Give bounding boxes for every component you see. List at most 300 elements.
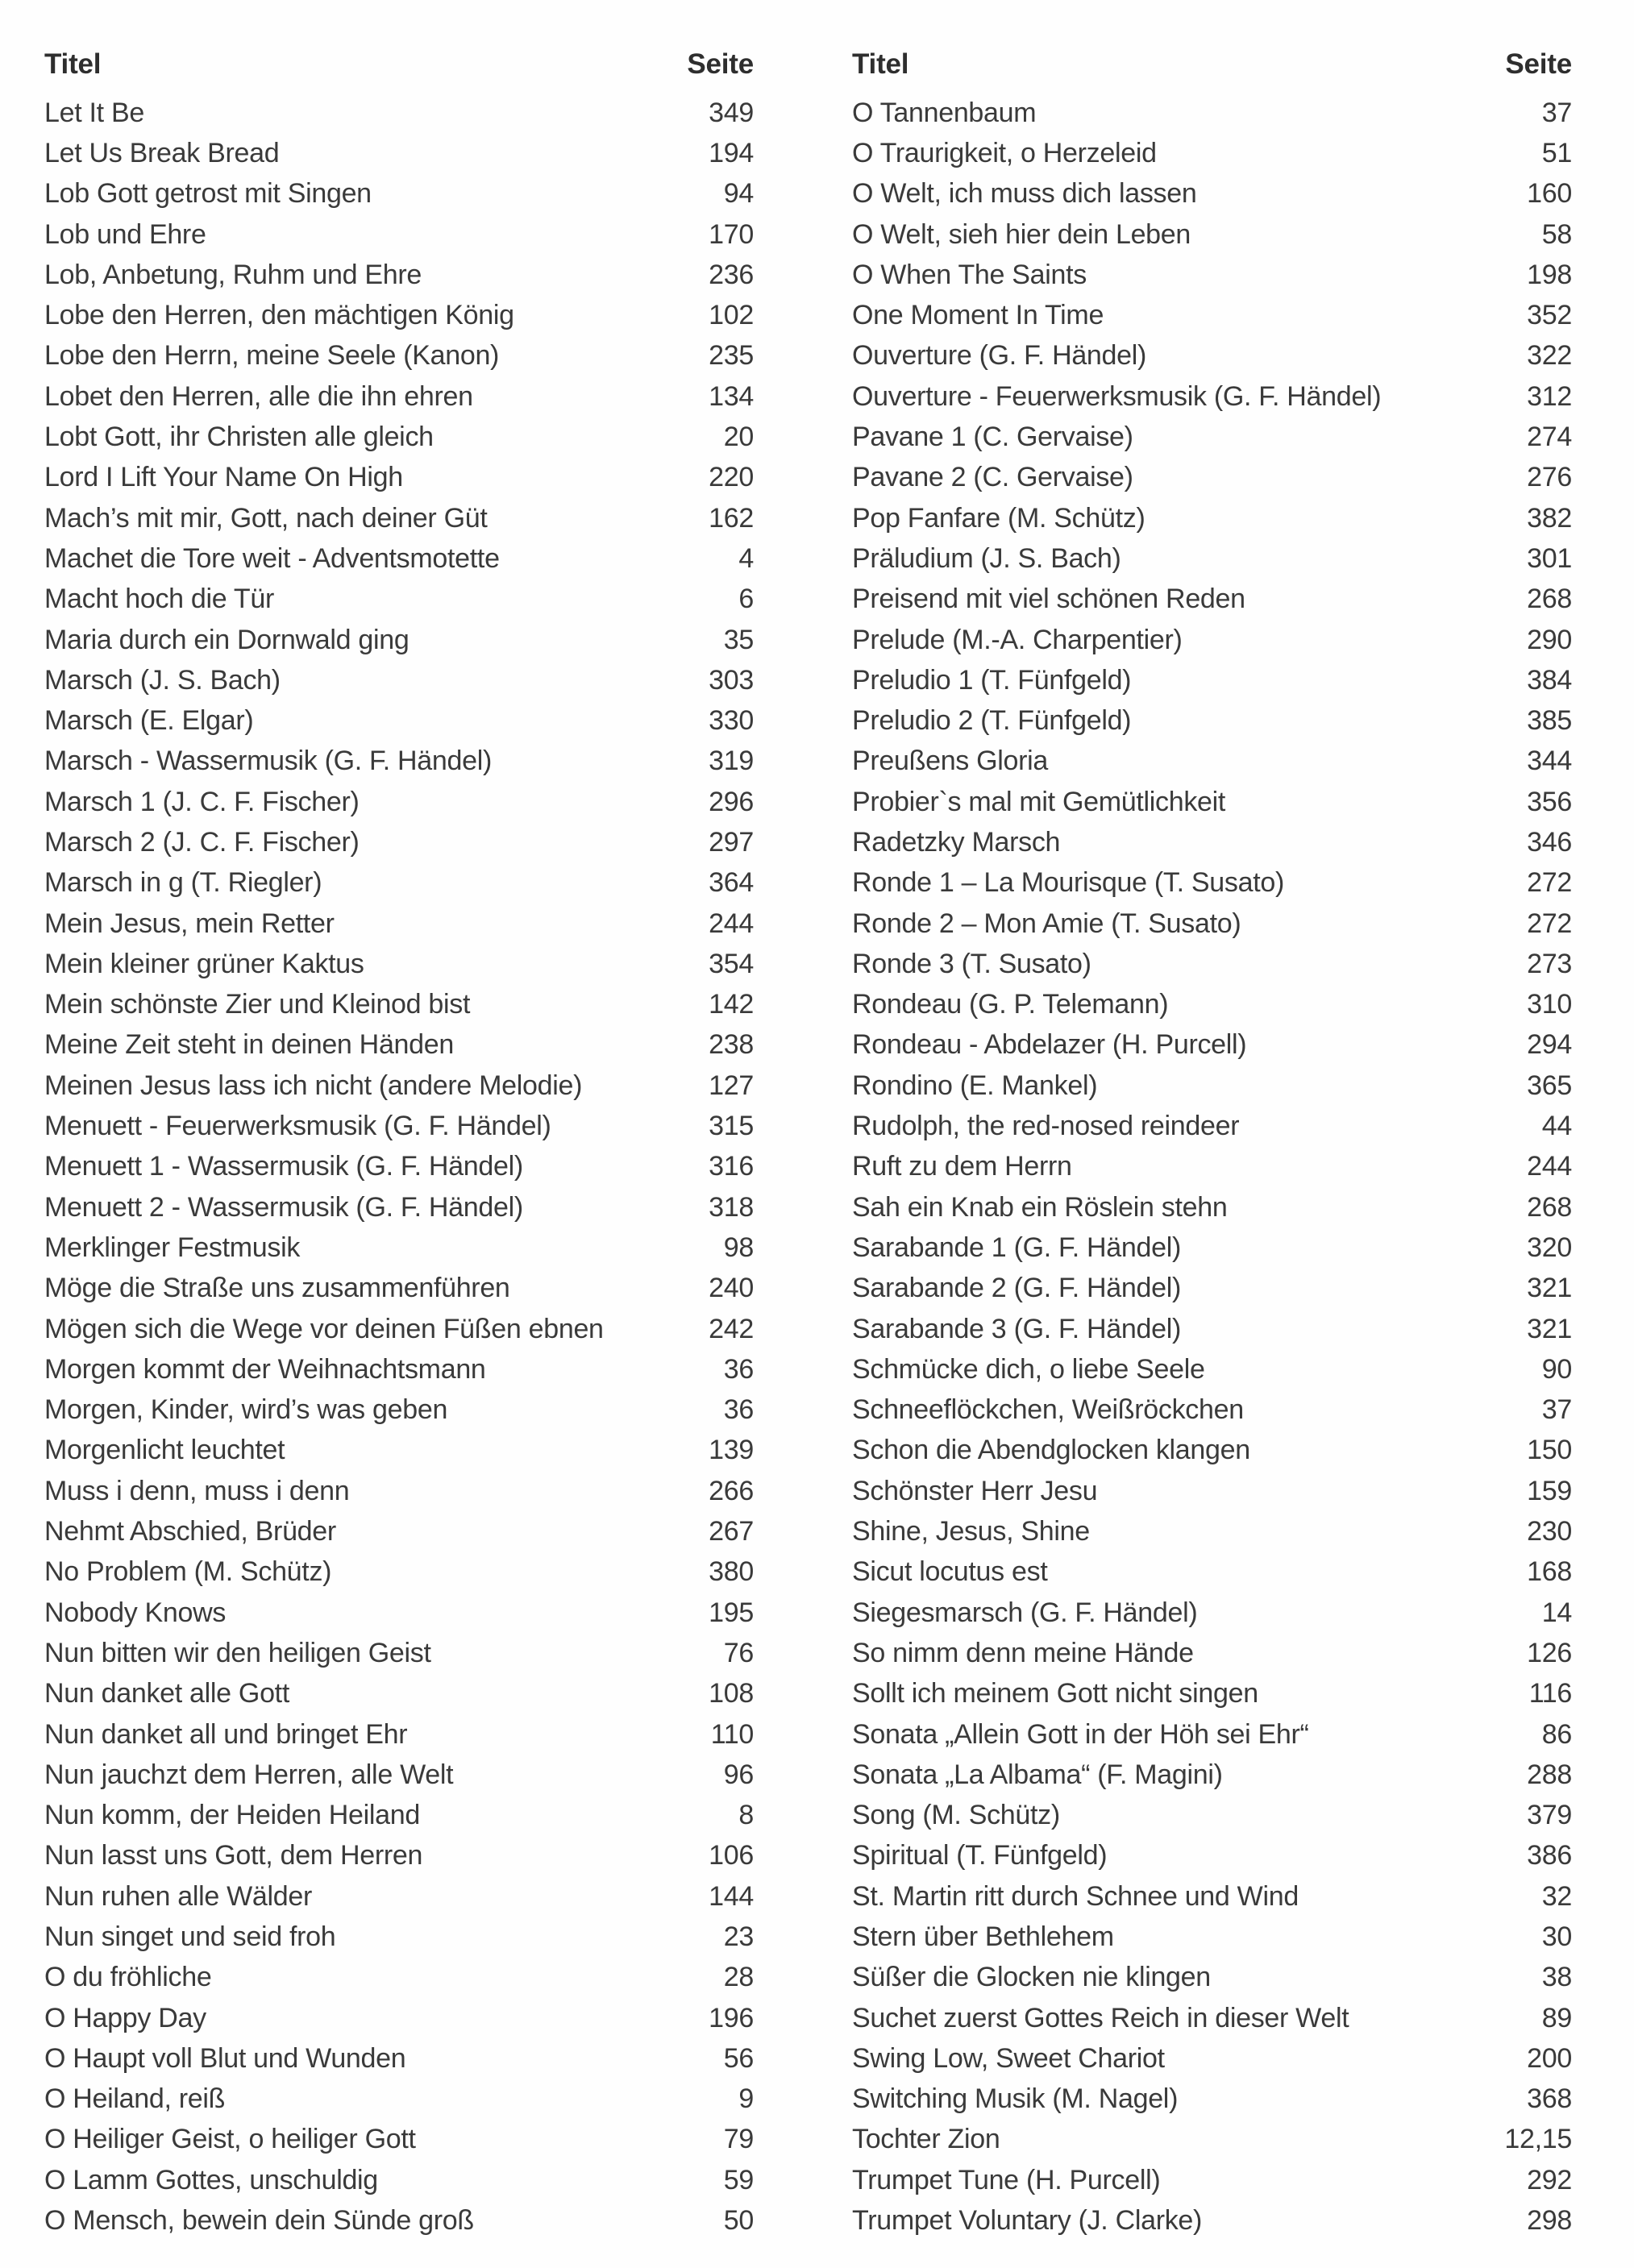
toc-page-number: 276	[1527, 462, 1572, 493]
toc-page-number: 354	[709, 948, 754, 979]
toc-row	[852, 174, 1572, 214]
toc-row	[852, 538, 1572, 579]
toc-title: Trumpet Voluntary (J. Clarke)	[852, 2205, 1203, 2237]
toc-page-number: 268	[1527, 584, 1572, 615]
toc-title: Mach’s mit mir, Gott, nach deiner Güt	[44, 502, 488, 534]
toc-page-number: 168	[1527, 1556, 1572, 1588]
toc-page-number: 386	[1527, 1840, 1572, 1871]
toc-title: Let It Be	[44, 97, 144, 128]
toc-row	[852, 1511, 1572, 1551]
toc-row	[44, 1674, 754, 1714]
toc-row	[44, 255, 754, 295]
toc-title: Nun bitten wir den heiligen Geist	[44, 1637, 431, 1668]
toc-page-number: 322	[1527, 340, 1572, 372]
toc-row	[852, 133, 1572, 173]
toc-page-number: 266	[709, 1475, 754, 1506]
toc-row	[44, 822, 754, 862]
toc-page-number: 312	[1527, 380, 1572, 412]
toc-page-number: 294	[1527, 1029, 1572, 1061]
toc-page-number: 160	[1527, 178, 1572, 210]
toc-row	[852, 1593, 1572, 1633]
toc-row	[44, 538, 754, 579]
toc-title: Sarabande 3 (G. F. Händel)	[852, 1313, 1181, 1344]
toc-row	[852, 336, 1572, 376]
toc-page-number: 321	[1527, 1273, 1572, 1304]
toc-page-number: 30	[1541, 1921, 1572, 1952]
toc-page-number: 244	[709, 908, 754, 939]
toc-title: Preußens Gloria	[852, 746, 1049, 777]
toc-title: O Welt, ich muss dich lassen	[852, 178, 1197, 210]
toc-row	[852, 1106, 1572, 1146]
toc-page-number: 76	[723, 1637, 754, 1668]
toc-title: Lob und Ehre	[44, 218, 206, 250]
toc-row	[44, 498, 754, 538]
toc-title: Song (M. Schütz)	[852, 1800, 1060, 1831]
toc-page-number: 110	[710, 1718, 754, 1750]
toc-title: Nun singet und seid froh	[44, 1921, 336, 1952]
toc-page-number: 36	[723, 1394, 754, 1426]
toc-page-number: 159	[1527, 1475, 1572, 1506]
toc-title: Rudolph, the red-nosed reindeer	[852, 1111, 1240, 1142]
toc-row	[852, 2200, 1572, 2241]
toc-page-number: 28	[723, 1962, 754, 1993]
toc-title: Morgen, Kinder, wird’s was geben	[44, 1394, 448, 1426]
toc-title: Pop Fanfare (M. Schütz)	[852, 502, 1145, 534]
toc-title: Ruft zu dem Herrn	[852, 1151, 1072, 1182]
toc-title: Pavane 1 (C. Gervaise)	[852, 422, 1133, 453]
toc-row	[44, 700, 754, 741]
toc-row	[44, 1106, 754, 1146]
toc-page-number: 315	[709, 1111, 754, 1142]
toc-title: O Heiliger Geist, o heiliger Gott	[44, 2124, 416, 2155]
toc-row	[44, 782, 754, 822]
toc-row	[852, 1876, 1572, 1917]
toc-row	[852, 295, 1572, 335]
toc-title: Nun lasst uns Gott, dem Herren	[44, 1840, 423, 1871]
toc-page-number: 8	[738, 1800, 754, 1831]
toc-title: Möge die Straße uns zusammenführen	[44, 1273, 510, 1304]
toc-row	[44, 1390, 754, 1431]
toc-title: Süßer die Glocken nie klingen	[852, 1962, 1211, 1993]
toc-page-number: 382	[1527, 502, 1572, 534]
toc-page-number: 349	[709, 97, 754, 128]
toc-title: Sonata „Allein Gott in der Höh sei Ehr“	[852, 1718, 1309, 1750]
toc-title: Lobe den Herren, den mächtigen König	[44, 300, 514, 331]
toc-title: Morgen kommt der Weihnachtsmann	[44, 1353, 486, 1385]
toc-row	[852, 1471, 1572, 1511]
toc-row	[44, 2160, 754, 2200]
toc-page-number: 272	[1527, 867, 1572, 899]
toc-page-number: 273	[1527, 948, 1572, 979]
toc-page-number: 58	[1541, 218, 1572, 250]
toc-page-number: 346	[1527, 826, 1572, 858]
toc-row	[852, 822, 1572, 862]
toc-row	[852, 1065, 1572, 1106]
toc-page-number: 301	[1527, 542, 1572, 574]
toc-row	[44, 2079, 754, 2120]
toc-title: Ouverture (G. F. Händel)	[852, 340, 1147, 372]
toc-row	[852, 1633, 1572, 1673]
toc-page-number: 20	[723, 422, 754, 453]
toc-title: Siegesmarsch (G. F. Händel)	[852, 1597, 1198, 1628]
toc-page-number: 352	[1527, 300, 1572, 331]
toc-page-number: 330	[709, 705, 754, 737]
toc-page-number: 142	[709, 989, 754, 1020]
toc-title: Meinen Jesus lass ich nicht (andere Melodie)	[44, 1070, 583, 1101]
toc-title: O Mensch, bewein dein Sünde groß	[44, 2205, 474, 2237]
toc-page-number: 108	[709, 1678, 754, 1709]
toc-page-number: 6	[738, 584, 754, 615]
toc-row	[852, 1187, 1572, 1227]
toc-row	[44, 1227, 754, 1268]
toc-page-number: 380	[709, 1556, 754, 1588]
toc-row	[44, 1836, 754, 1876]
toc-title: O Lamm Gottes, unschuldig	[44, 2164, 378, 2195]
toc-row	[44, 1633, 754, 1673]
toc-row	[44, 295, 754, 335]
toc-title: O Heiland, reiß	[44, 2083, 226, 2115]
toc-row	[44, 863, 754, 903]
toc-page-number: 89	[1541, 2002, 1572, 2033]
toc-title: Preludio 2 (T. Fünfgeld)	[852, 705, 1132, 737]
toc-row	[44, 1471, 754, 1511]
toc-title: Rondeau - Abdelazer (H. Purcell)	[852, 1029, 1247, 1061]
toc-page-number: 23	[723, 1921, 754, 1952]
toc-title: Merklinger Festmusik	[44, 1232, 301, 1263]
toc-row	[852, 1349, 1572, 1389]
toc-title: Tochter Zion	[852, 2124, 1000, 2155]
toc-page-number: 144	[709, 1880, 754, 1912]
toc-page-number: 235	[709, 340, 754, 372]
toc-row	[852, 579, 1572, 620]
toc-page-number: 139	[709, 1435, 754, 1466]
toc-page-number: 368	[1527, 2083, 1572, 2115]
toc-row	[852, 620, 1572, 660]
toc-page-number: 379	[1527, 1800, 1572, 1831]
header-seite-label: Seite	[687, 48, 754, 80]
toc-title: Lord I Lift Your Name On High	[44, 462, 403, 493]
toc-page-number: 36	[723, 1353, 754, 1385]
toc-page-number: 59	[723, 2164, 754, 2195]
toc-title: Ronde 2 – Mon Amie (T. Susato)	[852, 908, 1241, 939]
toc-page-number: 272	[1527, 908, 1572, 939]
toc-page-number: 38	[1541, 1962, 1572, 1993]
toc-page-number: 220	[709, 462, 754, 493]
toc-row	[852, 2079, 1572, 2120]
toc-page-number: 364	[709, 867, 754, 899]
toc-page-number: 290	[1527, 624, 1572, 655]
toc-page-number: 297	[709, 826, 754, 858]
toc-row	[44, 2038, 754, 2079]
toc-title: Sarabande 1 (G. F. Händel)	[852, 1232, 1181, 1263]
toc-page-number: 365	[1527, 1070, 1572, 1101]
toc-row	[44, 2120, 754, 2160]
toc-row	[44, 417, 754, 457]
toc-title: Ronde 1 – La Mourisque (T. Susato)	[852, 867, 1284, 899]
toc-page-number: 288	[1527, 1759, 1572, 1790]
column-header	[44, 42, 754, 87]
toc-title: Schmücke dich, o liebe Seele	[852, 1353, 1205, 1385]
toc-row	[852, 417, 1572, 457]
toc-title: Trumpet Tune (H. Purcell)	[852, 2164, 1161, 2195]
toc-page-number: 268	[1527, 1191, 1572, 1223]
toc-row	[44, 741, 754, 782]
toc-row	[44, 214, 754, 255]
toc-page-number: 12,15	[1504, 2124, 1572, 2155]
toc-page-number: 303	[709, 664, 754, 696]
toc-row	[44, 458, 754, 498]
toc-title: Nun ruhen alle Wälder	[44, 1880, 312, 1912]
toc-row	[852, 1025, 1572, 1065]
toc-row	[44, 1998, 754, 2038]
toc-page-number: 274	[1527, 422, 1572, 453]
toc-title: Nobody Knows	[44, 1597, 227, 1628]
toc-row	[44, 1309, 754, 1349]
toc-title: Preludio 1 (T. Fünfgeld)	[852, 664, 1132, 696]
toc-title: Sicut locutus est	[852, 1556, 1048, 1588]
toc-title: Präludium (J. S. Bach)	[852, 542, 1121, 574]
toc-title: Nun jauchzt dem Herren, alle Welt	[44, 1759, 454, 1790]
toc-page-number: 102	[709, 300, 754, 331]
toc-title: So nimm denn meine Hände	[852, 1637, 1194, 1668]
toc-row	[44, 660, 754, 700]
toc-row	[852, 1795, 1572, 1835]
toc-title: Switching Musik (M. Nagel)	[852, 2083, 1179, 2115]
toc-page-number: 150	[1527, 1435, 1572, 1466]
toc-title: Nehmt Abschied, Brüder	[44, 1516, 336, 1547]
toc-row	[852, 1836, 1572, 1876]
toc-title: Morgenlicht leuchtet	[44, 1435, 285, 1466]
toc-row	[44, 620, 754, 660]
toc-title: Marsch - Wassermusik (G. F. Händel)	[44, 746, 492, 777]
toc-row	[852, 1309, 1572, 1349]
toc-row	[852, 985, 1572, 1025]
toc-row	[852, 660, 1572, 700]
toc-column-left	[44, 42, 754, 2241]
toc-title: O Haupt voll Blut und Wunden	[44, 2042, 406, 2074]
toc-page-number: 9	[738, 2083, 754, 2115]
toc-page-number: 134	[709, 380, 754, 412]
toc-title: O Happy Day	[44, 2002, 206, 2033]
header-titel-label: Titel	[44, 48, 102, 80]
toc-title: Let Us Break Bread	[44, 137, 280, 168]
toc-title: Schon die Abendglocken klangen	[852, 1435, 1250, 1466]
toc-title: Sonata „La Albama“ (F. Magini)	[852, 1759, 1223, 1790]
toc-row	[44, 1065, 754, 1106]
toc-row	[44, 2200, 754, 2241]
toc-page-number: 296	[709, 786, 754, 817]
toc-page-number: 316	[709, 1151, 754, 1182]
toc-row	[852, 741, 1572, 782]
toc-row	[852, 1227, 1572, 1268]
toc-page-number: 385	[1527, 705, 1572, 737]
toc-page-number: 196	[709, 2002, 754, 2033]
toc-title: Menuett 1 - Wassermusik (G. F. Händel)	[44, 1151, 523, 1182]
toc-page-number: 32	[1541, 1880, 1572, 1912]
toc-page-number: 318	[709, 1191, 754, 1223]
toc-row	[852, 2160, 1572, 2200]
toc-row	[44, 1755, 754, 1795]
toc-title: Mein kleiner grüner Kaktus	[44, 948, 364, 979]
toc-page-number: 298	[1527, 2205, 1572, 2237]
toc-page-number: 170	[709, 218, 754, 250]
toc-row	[852, 1755, 1572, 1795]
toc-page-number: 198	[1527, 259, 1572, 290]
toc-title: Probier`s mal mit Gemütlichkeit	[852, 786, 1226, 817]
toc-page-number: 106	[709, 1840, 754, 1871]
toc-page-number: 126	[1527, 1637, 1572, 1668]
toc-title: Marsch 1 (J. C. F. Fischer)	[44, 786, 360, 817]
toc-row	[44, 133, 754, 173]
toc-row	[44, 1431, 754, 1471]
toc-title: Marsch 2 (J. C. F. Fischer)	[44, 826, 360, 858]
toc-row	[44, 376, 754, 417]
toc-row	[852, 1147, 1572, 1187]
toc-page-number: 37	[1541, 1394, 1572, 1426]
toc-row	[852, 2120, 1572, 2160]
toc-title: Rondeau (G. P. Telemann)	[852, 989, 1169, 1020]
toc-title: Pavane 2 (C. Gervaise)	[852, 462, 1133, 493]
column-header	[852, 42, 1572, 87]
toc-title: No Problem (M. Schütz)	[44, 1556, 332, 1588]
header-seite-label: Seite	[1505, 48, 1572, 80]
toc-row	[852, 903, 1572, 944]
toc-page-number: 14	[1541, 1597, 1572, 1628]
header-titel-label: Titel	[852, 48, 909, 80]
toc-title: Swing Low, Sweet Chariot	[852, 2042, 1165, 2074]
toc-title: St. Martin ritt durch Schnee und Wind	[852, 1880, 1299, 1912]
toc-column-right	[852, 42, 1572, 2241]
toc-row	[44, 1593, 754, 1633]
toc-row	[44, 1917, 754, 1957]
toc-title: Nun komm, der Heiden Heiland	[44, 1800, 420, 1831]
toc-page-number: 236	[709, 259, 754, 290]
toc-title: Marsch (E. Elgar)	[44, 705, 254, 737]
toc-page-number: 321	[1527, 1313, 1572, 1344]
toc-row	[44, 985, 754, 1025]
toc-page-number: 384	[1527, 664, 1572, 696]
toc-page-number: 44	[1541, 1111, 1572, 1142]
toc-row	[44, 1269, 754, 1309]
toc-title: Menuett - Feuerwerksmusik (G. F. Händel)	[44, 1111, 551, 1142]
toc-title: Lobe den Herrn, meine Seele (Kanon)	[44, 340, 500, 372]
toc-title: Meine Zeit steht in deinen Händen	[44, 1029, 454, 1061]
toc-row	[852, 1958, 1572, 1998]
toc-page-number: 240	[709, 1273, 754, 1304]
toc-title: O Welt, sieh hier dein Leben	[852, 218, 1191, 250]
toc-row	[852, 1390, 1572, 1431]
toc-title: Maria durch ein Dornwald ging	[44, 624, 410, 655]
toc-row	[852, 255, 1572, 295]
toc-title: Nun danket alle Gott	[44, 1678, 289, 1709]
toc-title: Rondino (E. Mankel)	[852, 1070, 1098, 1101]
toc-row	[44, 1958, 754, 1998]
toc-title: Nun danket all und bringet Ehr	[44, 1718, 408, 1750]
toc-page-number: 310	[1527, 989, 1572, 1020]
toc-row	[44, 1025, 754, 1065]
toc-row	[852, 1269, 1572, 1309]
toc-title: Macht hoch die Tür	[44, 584, 275, 615]
toc-title: Lobet den Herren, alle die ihn ehren	[44, 380, 473, 412]
toc-row	[852, 214, 1572, 255]
toc-page-number: 4	[738, 542, 754, 574]
toc-row	[44, 174, 754, 214]
toc-title: Stern über Bethlehem	[852, 1921, 1114, 1952]
toc-page-number: 230	[1527, 1516, 1572, 1547]
toc-title: One Moment In Time	[852, 300, 1104, 331]
toc-title: Schneeflöckchen, Weißröckchen	[852, 1394, 1244, 1426]
toc-row	[44, 1795, 754, 1835]
toc-page-number: 244	[1527, 1151, 1572, 1182]
toc-row	[852, 944, 1572, 984]
toc-row	[44, 579, 754, 620]
toc-row	[852, 863, 1572, 903]
toc-title: Sarabande 2 (G. F. Händel)	[852, 1273, 1181, 1304]
toc-page-number: 90	[1541, 1353, 1572, 1385]
toc-row	[44, 1147, 754, 1187]
toc-title: Suchet zuerst Gottes Reich in dieser Welt	[852, 2002, 1349, 2033]
toc-title: Spiritual (T. Fünfgeld)	[852, 1840, 1108, 1871]
toc-title: Schönster Herr Jesu	[852, 1475, 1098, 1506]
toc-rows-right	[852, 93, 1572, 2241]
toc-page-number: 195	[709, 1597, 754, 1628]
toc-row	[852, 1552, 1572, 1593]
toc-title: Mein schönste Zier und Kleinod bist	[44, 989, 471, 1020]
toc-row	[852, 1917, 1572, 1957]
toc-row	[852, 458, 1572, 498]
toc-title: O Tannenbaum	[852, 97, 1037, 128]
toc-page-number: 194	[709, 137, 754, 168]
toc-title: Mein Jesus, mein Retter	[44, 908, 335, 939]
toc-title: Marsch in g (T. Riegler)	[44, 867, 322, 899]
toc-title: Shine, Jesus, Shine	[852, 1516, 1090, 1547]
toc-row	[44, 1511, 754, 1551]
toc-title: O du fröhliche	[44, 1962, 212, 1993]
toc-row	[852, 498, 1572, 538]
toc-page-number: 35	[723, 624, 754, 655]
toc-row	[44, 1349, 754, 1389]
toc-row	[44, 1552, 754, 1593]
toc-page-number: 86	[1541, 1718, 1572, 1750]
toc-row	[852, 782, 1572, 822]
toc-page-number: 356	[1527, 786, 1572, 817]
toc-row	[852, 93, 1572, 133]
toc-page-number: 50	[723, 2205, 754, 2237]
toc-title: Lob, Anbetung, Ruhm und Ehre	[44, 259, 422, 290]
toc-title: Machet die Tore weit - Adventsmotette	[44, 542, 500, 574]
toc-row	[852, 1674, 1572, 1714]
toc-page-number: 79	[723, 2124, 754, 2155]
toc-title: Sah ein Knab ein Röslein stehn	[852, 1191, 1228, 1223]
toc-title: Marsch (J. S. Bach)	[44, 664, 281, 696]
toc-title: Preisend mit viel schönen Reden	[852, 584, 1245, 615]
toc-title: Ronde 3 (T. Susato)	[852, 948, 1091, 979]
toc-page-number: 127	[709, 1070, 754, 1101]
toc-page-number: 200	[1527, 2042, 1572, 2074]
toc-page-number: 116	[1528, 1678, 1572, 1709]
toc-title: Prelude (M.-A. Charpentier)	[852, 624, 1183, 655]
toc-page-number: 238	[709, 1029, 754, 1061]
toc-row	[44, 903, 754, 944]
toc-page-number: 37	[1541, 97, 1572, 128]
toc-page-number: 344	[1527, 746, 1572, 777]
toc-page-number: 56	[723, 2042, 754, 2074]
toc-page-number: 94	[723, 178, 754, 210]
toc-title: Lob Gott getrost mit Singen	[44, 178, 372, 210]
toc-row	[44, 944, 754, 984]
toc-title: Radetzky Marsch	[852, 826, 1061, 858]
toc-row	[852, 376, 1572, 417]
